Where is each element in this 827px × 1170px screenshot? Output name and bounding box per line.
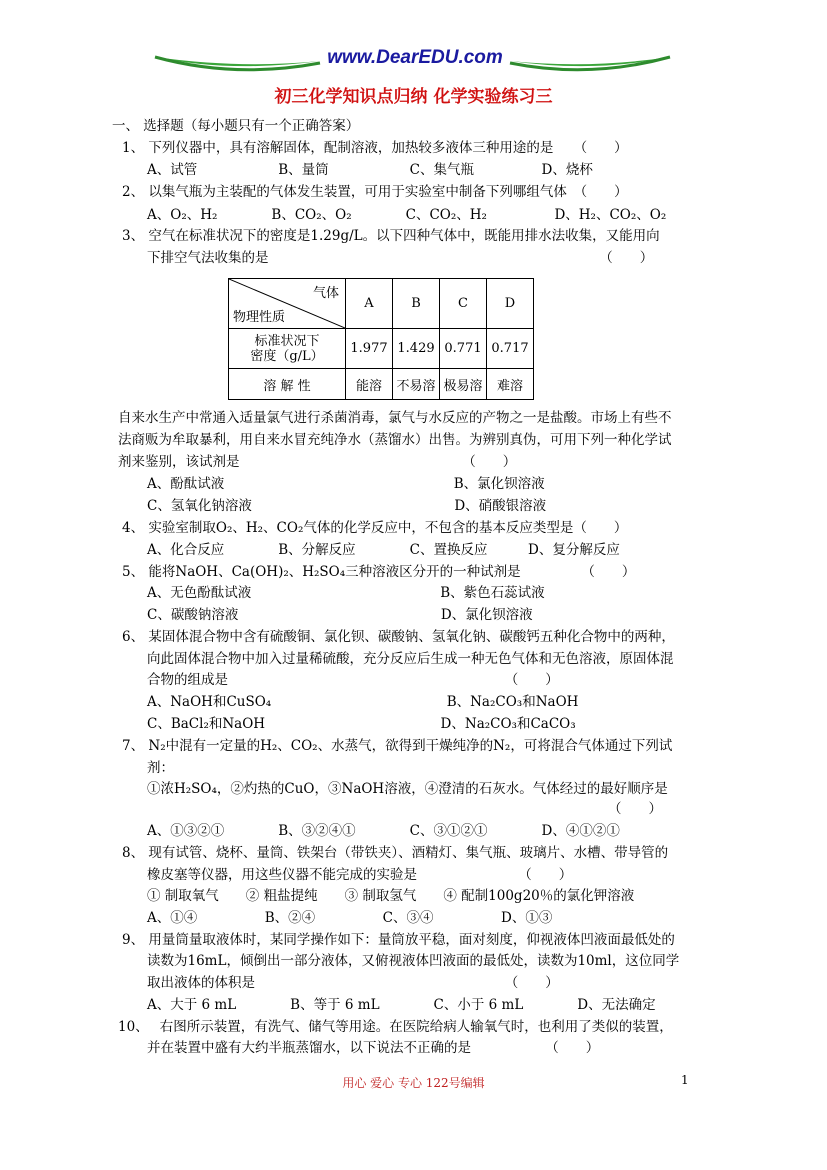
text-line: 8、 现有试管、烧杯、量筒、铁架台（带铁夹）、酒精灯、集气瓶、玻璃片、水槽、带导管的 xyxy=(122,845,669,861)
text-line: （ ） xyxy=(608,801,662,817)
text-line: A、O₂、H₂ B、CO₂、O₂ C、CO₂、H₂ D、H₂、CO₂、O₂ xyxy=(147,207,667,223)
density-cell: 1.977 xyxy=(346,329,393,369)
solubility-cell: 难溶 xyxy=(487,369,534,400)
text-line: 5、 能将NaOH、Ca(OH)₂、H₂SO₄三种溶液区分开的一种试剂是 （ ） xyxy=(122,564,636,580)
text-line: 4、 实验室制取O₂、H₂、CO₂气体的化学反应中，不包含的基本反应类型是（ ） xyxy=(122,520,628,536)
text-line: 2、 以集气瓶为主装配的气体发生装置，可用于实验室中制备下列哪组气体 （ ） xyxy=(122,184,628,200)
density-cell: 0.717 xyxy=(487,329,534,369)
text-line: 合物的组成是 （ ） xyxy=(147,672,559,688)
solubility-row-label: 溶 解 性 xyxy=(229,369,346,400)
text-line: 取出液体的体积是 （ ） xyxy=(147,975,559,991)
text-line: C、碳酸钠溶液 D、氯化钡溶液 xyxy=(147,607,533,623)
solubility-cell: 不易溶 xyxy=(393,369,440,400)
page-number: 1 xyxy=(681,1073,689,1087)
text-line: 橡皮塞等仪器，用这些仪器不能完成的实验是 （ ） xyxy=(147,867,573,883)
text-line: 10、 右图所示装置，有洗气、储气等用途。在医院给病人输氧气时，也利用了类似的装置， xyxy=(118,1019,673,1035)
text-line: 并在装置中盛有大约半瓶蒸馏水，以下说法不正确的是 （ ） xyxy=(147,1040,600,1056)
col-header: B xyxy=(393,279,440,329)
col-header: D xyxy=(487,279,534,329)
header-banner xyxy=(150,45,675,85)
text-line: 3、 空气在标准状况下的密度是1.29g/L。以下四种气体中，既能用排水法收集，又能用向 xyxy=(122,228,660,244)
text-line: 剂来鉴别，该试剂是 （ ） xyxy=(118,454,517,470)
text-line: 1、 下列仪器中，具有溶解固体，配制溶液，加热较多液体三种用途的是 （ ） xyxy=(122,140,628,156)
col-header: C xyxy=(440,279,487,329)
density-label-line2: 密度（g/L） xyxy=(250,348,324,364)
density-label-line1: 标准状况下 xyxy=(254,333,320,349)
text-line: ① 制取氧气 ② 粗盐提纯 ③ 制取氢气 ④ 配制100g20％的氯化钾溶液 xyxy=(147,888,635,904)
text-line: 自来水生产中常通入适量氯气进行杀菌消毒，氯气与水反应的产物之一是盐酸。市场上有些不 xyxy=(118,410,672,426)
text-line: A、试管 B、量筒 C、集气瓶 D、烧杯 xyxy=(147,162,593,178)
text-line: A、无色酚酞试液 B、紫色石蕊试液 xyxy=(147,585,545,601)
table-corner-cell xyxy=(229,279,346,329)
text-line: 读数为16mL，倾倒出一部分液体，又俯视液体凹液面的最低处，读数为10ml，这位同学 xyxy=(147,953,680,969)
text-line: A、①④ B、②④ C、③④ D、①③ xyxy=(147,910,553,926)
text-line: C、BaCl₂和NaOH D、Na₂CO₃和CaCO₃ xyxy=(147,716,576,732)
text-line: ①浓H₂SO₄，②灼热的CuO，③NaOH溶液，④澄清的石灰水。气体经过的最好顺序是 xyxy=(147,781,668,797)
corner-top-label: 气体 xyxy=(312,286,339,301)
text-line: A、①③②① B、③②④① C、③①②① D、④①②① xyxy=(147,823,620,839)
solubility-cell: 极易溶 xyxy=(440,369,487,400)
text-line: A、酚酞试液 B、氯化钡溶液 xyxy=(147,476,545,492)
text-line: A、大于 6 mL B、等于 6 mL C、小于 6 mL D、无法确定 xyxy=(147,997,656,1013)
text-line: 剂： xyxy=(147,760,174,776)
site-logo[interactable]: www.DearEDU.com xyxy=(327,47,503,68)
density-cell: 0.771 xyxy=(440,329,487,369)
text-line: C、氢氧化钠溶液 D、硝酸银溶液 xyxy=(147,498,547,514)
corner-bottom-label: 物理性质 xyxy=(233,310,286,325)
page-title: 初三化学知识点归纳 化学实验练习三 xyxy=(274,87,553,107)
gas-property-table xyxy=(228,278,534,400)
text-line: 6、 某固体混合物中含有硫酸铜、氯化钡、碳酸钠、氢氧化钠、碳酸钙五种化合物中的两种， xyxy=(122,629,675,645)
footer-note: 用心 爱心 专心 122号编辑 xyxy=(342,1076,485,1090)
text-line: 7、 N₂中混有一定量的H₂、CO₂、水蒸气，欲得到干燥纯净的N₂，可将混合气体通过下列试 xyxy=(122,738,673,754)
text-line: 法商贩为牟取暴利，用自来水冒充纯净水（蒸馏水）出售。为辨别真伪，可用下列一种化学试 xyxy=(118,432,672,448)
text-line: A、化合反应 B、分解反应 C、置换反应 D、复分解反应 xyxy=(147,542,620,558)
text-line: 向此固体混合物中加入过量稀硫酸，充分反应后生成一种无色气体和无色溶液，原固体混 xyxy=(147,651,674,667)
col-header: A xyxy=(346,279,393,329)
density-cell: 1.429 xyxy=(393,329,440,369)
text-line: 下排空气法收集的是 （ ） xyxy=(147,250,654,266)
solubility-cell: 能溶 xyxy=(346,369,393,400)
text-line: A、NaOH和CuSO₄ B、Na₂CO₃和NaOH xyxy=(147,694,579,710)
text-line: 9、 用量筒量取液体时，某同学操作如下：量筒放平稳，面对刻度，仰视液体凹液面最低处的 xyxy=(122,932,675,948)
density-row-label xyxy=(229,329,346,369)
section-heading: 一、 选择题（每小题只有一个正确答案） xyxy=(112,118,360,134)
